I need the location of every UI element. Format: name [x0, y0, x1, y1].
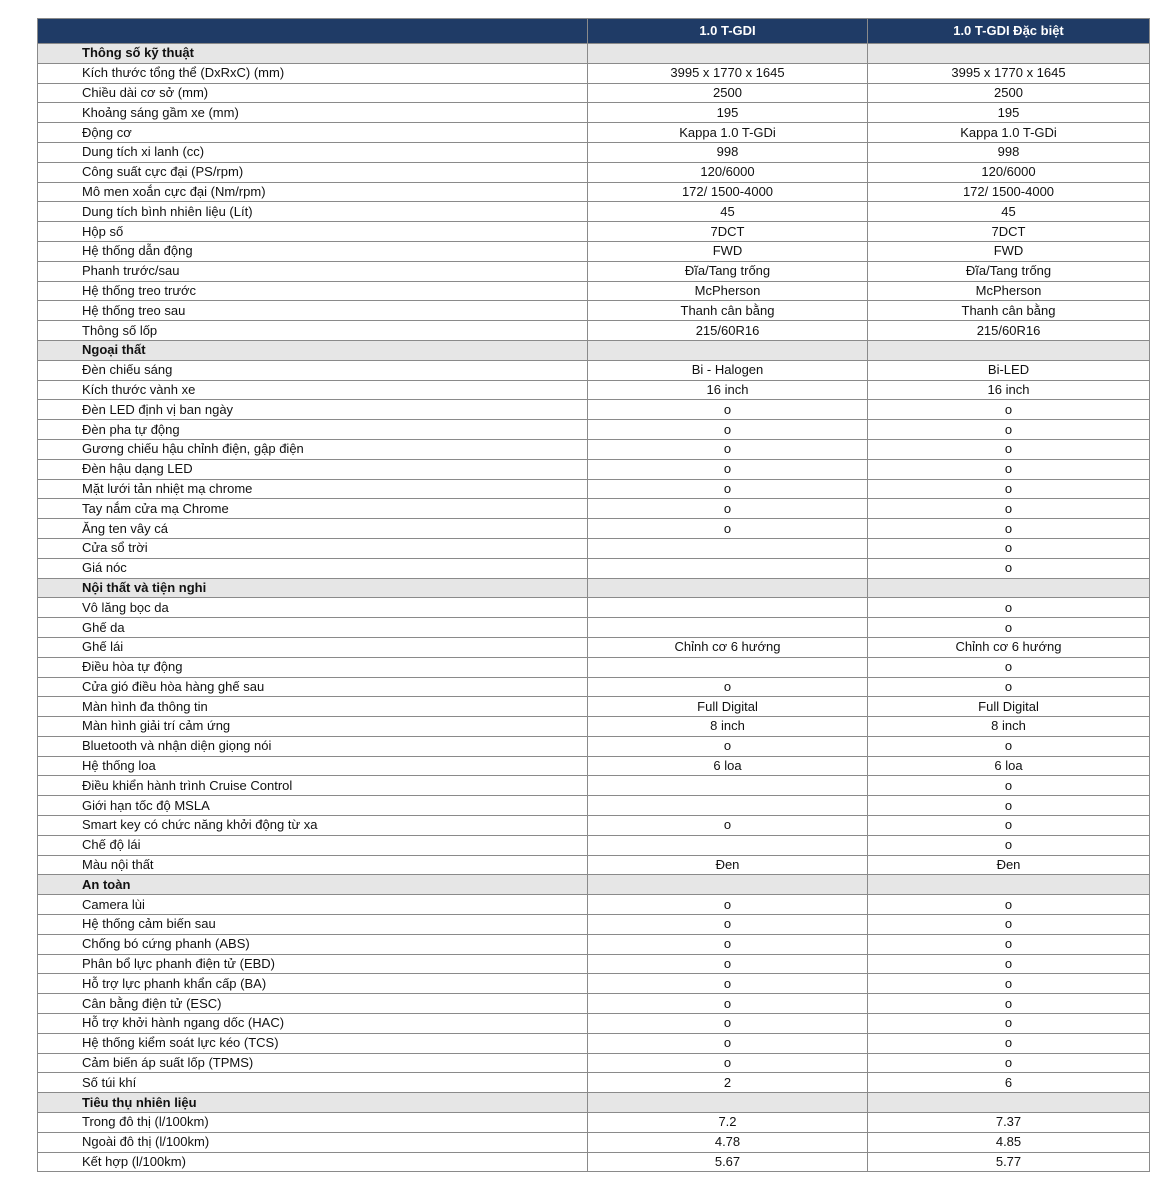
- table-row: [38, 261, 1150, 281]
- row-label: Gương chiếu hậu chỉnh điện, gập điện: [38, 439, 588, 459]
- value-col-1: o: [588, 400, 868, 420]
- table-row: [38, 816, 1150, 836]
- row-label: Ngoài đô thị (l/100km): [38, 1132, 588, 1152]
- section-title: An toàn: [38, 875, 588, 895]
- value-col-1: McPherson: [588, 281, 868, 301]
- table-row: [38, 479, 1150, 499]
- table-row: [38, 1014, 1150, 1034]
- table-row: [38, 380, 1150, 400]
- table-row: [38, 83, 1150, 103]
- value-col-1: 8 inch: [588, 717, 868, 737]
- value-col-1: 5.67: [588, 1152, 868, 1172]
- table-row: [38, 281, 1150, 301]
- table-row: [38, 994, 1150, 1014]
- table-row: [38, 162, 1150, 182]
- section-header-row: [38, 44, 1150, 64]
- value-col-1: 2500: [588, 83, 868, 103]
- value-col-1: 6 loa: [588, 756, 868, 776]
- section-title: Tiêu thụ nhiên liệu: [38, 1093, 588, 1113]
- value-col-2: o: [868, 895, 1150, 915]
- spec-table: [37, 18, 1150, 1172]
- value-col-2: 120/6000: [868, 162, 1150, 182]
- value-col-2: Kappa 1.0 T-GDi: [868, 123, 1150, 143]
- section-empty-cell: [868, 1093, 1150, 1113]
- table-row: [38, 459, 1150, 479]
- value-col-2: o: [868, 736, 1150, 756]
- row-label: Đèn LED định vị ban ngày: [38, 400, 588, 420]
- row-label: Chế độ lái: [38, 835, 588, 855]
- value-col-2: 6: [868, 1073, 1150, 1093]
- value-col-1: [588, 558, 868, 578]
- value-col-2: o: [868, 994, 1150, 1014]
- row-label: Màn hình đa thông tin: [38, 697, 588, 717]
- section-empty-cell: [588, 578, 868, 598]
- value-col-2: o: [868, 598, 1150, 618]
- section-empty-cell: [868, 578, 1150, 598]
- table-row: [38, 123, 1150, 143]
- value-col-2: o: [868, 1033, 1150, 1053]
- row-label: Cửa sổ trời: [38, 538, 588, 558]
- value-col-1: 2: [588, 1073, 868, 1093]
- section-header-row: [38, 340, 1150, 360]
- row-label: Chiều dài cơ sở (mm): [38, 83, 588, 103]
- table-row: [38, 598, 1150, 618]
- value-col-2: FWD: [868, 241, 1150, 261]
- table-row: [38, 182, 1150, 202]
- table-row: [38, 736, 1150, 756]
- value-col-2: McPherson: [868, 281, 1150, 301]
- table-row: [38, 1152, 1150, 1172]
- value-col-2: o: [868, 934, 1150, 954]
- row-label: Thông số lốp: [38, 321, 588, 341]
- value-col-1: 3995 x 1770 x 1645: [588, 63, 868, 83]
- value-col-2: 16 inch: [868, 380, 1150, 400]
- table-row: [38, 400, 1150, 420]
- table-row: [38, 321, 1150, 341]
- table-row: [38, 776, 1150, 796]
- value-col-2: Đen: [868, 855, 1150, 875]
- row-label: Hệ thống treo trước: [38, 281, 588, 301]
- value-col-1: Kappa 1.0 T-GDi: [588, 123, 868, 143]
- table-row: [38, 241, 1150, 261]
- row-label: Hệ thống treo sau: [38, 301, 588, 321]
- section-header-row: [38, 578, 1150, 598]
- value-col-2: o: [868, 420, 1150, 440]
- value-col-2: 5.77: [868, 1152, 1150, 1172]
- value-col-2: 998: [868, 142, 1150, 162]
- row-label: Ghế lái: [38, 637, 588, 657]
- table-row: [38, 103, 1150, 123]
- section-header-row: [38, 1093, 1150, 1113]
- value-col-2: 3995 x 1770 x 1645: [868, 63, 1150, 83]
- table-row: [38, 915, 1150, 935]
- section-empty-cell: [588, 44, 868, 64]
- table-row: [38, 934, 1150, 954]
- value-col-1: 120/6000: [588, 162, 868, 182]
- value-col-2: o: [868, 776, 1150, 796]
- value-col-2: o: [868, 618, 1150, 638]
- section-empty-cell: [868, 44, 1150, 64]
- value-col-1: o: [588, 816, 868, 836]
- value-col-2: o: [868, 499, 1150, 519]
- section-empty-cell: [588, 875, 868, 895]
- value-col-1: o: [588, 439, 868, 459]
- table-row: [38, 717, 1150, 737]
- table-row: [38, 1113, 1150, 1133]
- value-col-2: o: [868, 538, 1150, 558]
- value-col-2: 2500: [868, 83, 1150, 103]
- value-col-2: Full Digital: [868, 697, 1150, 717]
- value-col-2: o: [868, 657, 1150, 677]
- value-col-2: Thanh cân bằng: [868, 301, 1150, 321]
- value-col-1: o: [588, 519, 868, 539]
- row-label: Hệ thống cảm biến sau: [38, 915, 588, 935]
- row-label: Tay nắm cửa mạ Chrome: [38, 499, 588, 519]
- value-col-1: 7.2: [588, 1113, 868, 1133]
- value-col-1: 215/60R16: [588, 321, 868, 341]
- table-row: [38, 974, 1150, 994]
- row-label: Màn hình giải trí cảm ứng: [38, 717, 588, 737]
- value-col-1: o: [588, 499, 868, 519]
- table-row: [38, 796, 1150, 816]
- row-label: Kích thước vành xe: [38, 380, 588, 400]
- table-row: [38, 1053, 1150, 1073]
- table-row: [38, 519, 1150, 539]
- header-col-1: 1.0 T-GDI: [588, 19, 868, 44]
- row-label: Cảm biến áp suất lốp (TPMS): [38, 1053, 588, 1073]
- row-label: Hộp số: [38, 222, 588, 242]
- row-label: Kích thước tổng thể (DxRxC) (mm): [38, 63, 588, 83]
- table-row: [38, 558, 1150, 578]
- row-label: Bluetooth và nhận diện giọng nói: [38, 736, 588, 756]
- row-label: Hệ thống loa: [38, 756, 588, 776]
- section-empty-cell: [588, 340, 868, 360]
- table-row: [38, 657, 1150, 677]
- row-label: Cửa gió điều hòa hàng ghế sau: [38, 677, 588, 697]
- value-col-1: o: [588, 459, 868, 479]
- table-row: [38, 697, 1150, 717]
- value-col-1: 998: [588, 142, 868, 162]
- section-title: Ngoại thất: [38, 340, 588, 360]
- row-label: Ghế da: [38, 618, 588, 638]
- row-label: Số túi khí: [38, 1073, 588, 1093]
- value-col-1: o: [588, 915, 868, 935]
- row-label: Camera lùi: [38, 895, 588, 915]
- value-col-1: [588, 776, 868, 796]
- row-label: Khoảng sáng gầm xe (mm): [38, 103, 588, 123]
- table-body: [38, 44, 1150, 1172]
- row-label: Hỗ trợ lực phanh khẩn cấp (BA): [38, 974, 588, 994]
- table-header-row: [38, 19, 1150, 44]
- value-col-2: o: [868, 400, 1150, 420]
- value-col-2: 45: [868, 202, 1150, 222]
- row-label: Điều khiển hành trình Cruise Control: [38, 776, 588, 796]
- row-label: Phân bổ lực phanh điện tử (EBD): [38, 954, 588, 974]
- row-label: Công suất cực đại (PS/rpm): [38, 162, 588, 182]
- table-row: [38, 618, 1150, 638]
- value-col-1: [588, 796, 868, 816]
- value-col-1: o: [588, 1014, 868, 1034]
- table-row: [38, 360, 1150, 380]
- table-row: [38, 63, 1150, 83]
- row-label: Vô lăng bọc da: [38, 598, 588, 618]
- table-row: [38, 499, 1150, 519]
- table-row: [38, 420, 1150, 440]
- value-col-2: Chỉnh cơ 6 hướng: [868, 637, 1150, 657]
- table-row: [38, 1132, 1150, 1152]
- table-row: [38, 222, 1150, 242]
- value-col-2: 7.37: [868, 1113, 1150, 1133]
- value-col-1: 7DCT: [588, 222, 868, 242]
- value-col-2: o: [868, 677, 1150, 697]
- row-label: Cân bằng điện tử (ESC): [38, 994, 588, 1014]
- value-col-2: o: [868, 479, 1150, 499]
- value-col-2: o: [868, 1014, 1150, 1034]
- value-col-1: 172/ 1500-4000: [588, 182, 868, 202]
- section-title: Nội thất và tiện nghi: [38, 578, 588, 598]
- value-col-1: Chỉnh cơ 6 hướng: [588, 637, 868, 657]
- value-col-2: o: [868, 915, 1150, 935]
- value-col-1: o: [588, 994, 868, 1014]
- value-col-1: Bi - Halogen: [588, 360, 868, 380]
- table-row: [38, 855, 1150, 875]
- row-label: Dung tích bình nhiên liệu (Lít): [38, 202, 588, 222]
- section-header-row: [38, 875, 1150, 895]
- row-label: Hỗ trợ khởi hành ngang dốc (HAC): [38, 1014, 588, 1034]
- value-col-2: o: [868, 954, 1150, 974]
- value-col-1: Đĩa/Tang trống: [588, 261, 868, 281]
- value-col-2: 195: [868, 103, 1150, 123]
- header-blank-cell: [38, 19, 588, 44]
- row-label: Phanh trước/sau: [38, 261, 588, 281]
- value-col-1: 16 inch: [588, 380, 868, 400]
- value-col-1: Thanh cân bằng: [588, 301, 868, 321]
- row-label: Kết hợp (l/100km): [38, 1152, 588, 1172]
- row-label: Động cơ: [38, 123, 588, 143]
- table-row: [38, 835, 1150, 855]
- value-col-2: o: [868, 816, 1150, 836]
- table-row: [38, 1073, 1150, 1093]
- value-col-2: o: [868, 974, 1150, 994]
- value-col-1: 45: [588, 202, 868, 222]
- table-row: [38, 954, 1150, 974]
- value-col-2: 8 inch: [868, 717, 1150, 737]
- value-col-1: o: [588, 1053, 868, 1073]
- value-col-1: Đen: [588, 855, 868, 875]
- value-col-2: o: [868, 796, 1150, 816]
- row-label: Ăng ten vây cá: [38, 519, 588, 539]
- value-col-2: o: [868, 439, 1150, 459]
- value-col-2: 215/60R16: [868, 321, 1150, 341]
- row-label: Mặt lưới tản nhiệt mạ chrome: [38, 479, 588, 499]
- section-empty-cell: [868, 875, 1150, 895]
- value-col-1: o: [588, 736, 868, 756]
- value-col-2: o: [868, 459, 1150, 479]
- section-empty-cell: [868, 340, 1150, 360]
- value-col-1: o: [588, 895, 868, 915]
- value-col-2: Bi-LED: [868, 360, 1150, 380]
- table-row: [38, 1033, 1150, 1053]
- section-empty-cell: [588, 1093, 868, 1113]
- value-col-1: o: [588, 479, 868, 499]
- value-col-2: o: [868, 1053, 1150, 1073]
- row-label: Dung tích xi lanh (cc): [38, 142, 588, 162]
- header-col-2: 1.0 T-GDI Đặc biệt: [868, 19, 1150, 44]
- value-col-2: o: [868, 519, 1150, 539]
- table-row: [38, 301, 1150, 321]
- table-row: [38, 637, 1150, 657]
- value-col-1: [588, 835, 868, 855]
- value-col-1: o: [588, 1033, 868, 1053]
- row-label: Đèn hậu dạng LED: [38, 459, 588, 479]
- value-col-2: 6 loa: [868, 756, 1150, 776]
- row-label: Đèn pha tự động: [38, 420, 588, 440]
- value-col-1: 4.78: [588, 1132, 868, 1152]
- value-col-1: o: [588, 974, 868, 994]
- value-col-1: o: [588, 420, 868, 440]
- table-row: [38, 677, 1150, 697]
- table-row: [38, 538, 1150, 558]
- row-label: Hệ thống dẫn động: [38, 241, 588, 261]
- value-col-2: 172/ 1500-4000: [868, 182, 1150, 202]
- row-label: Mô men xoắn cực đại (Nm/rpm): [38, 182, 588, 202]
- table-row: [38, 142, 1150, 162]
- table-row: [38, 202, 1150, 222]
- value-col-1: [588, 657, 868, 677]
- value-col-1: o: [588, 954, 868, 974]
- value-col-2: 7DCT: [868, 222, 1150, 242]
- value-col-1: o: [588, 677, 868, 697]
- row-label: Đèn chiếu sáng: [38, 360, 588, 380]
- row-label: Hệ thống kiểm soát lực kéo (TCS): [38, 1033, 588, 1053]
- row-label: Màu nội thất: [38, 855, 588, 875]
- value-col-2: Đĩa/Tang trống: [868, 261, 1150, 281]
- row-label: Trong đô thị (l/100km): [38, 1113, 588, 1133]
- table-row: [38, 895, 1150, 915]
- row-label: Giới hạn tốc độ MSLA: [38, 796, 588, 816]
- value-col-1: [588, 618, 868, 638]
- row-label: Điều hòa tự động: [38, 657, 588, 677]
- value-col-1: [588, 598, 868, 618]
- value-col-2: o: [868, 558, 1150, 578]
- value-col-1: o: [588, 934, 868, 954]
- table-row: [38, 439, 1150, 459]
- value-col-2: o: [868, 835, 1150, 855]
- value-col-1: [588, 538, 868, 558]
- value-col-2: 4.85: [868, 1132, 1150, 1152]
- value-col-1: FWD: [588, 241, 868, 261]
- row-label: Giá nóc: [38, 558, 588, 578]
- table-row: [38, 756, 1150, 776]
- value-col-1: Full Digital: [588, 697, 868, 717]
- section-title: Thông số kỹ thuật: [38, 44, 588, 64]
- row-label: Chống bó cứng phanh (ABS): [38, 934, 588, 954]
- row-label: Smart key có chức năng khởi động từ xa: [38, 816, 588, 836]
- value-col-1: 195: [588, 103, 868, 123]
